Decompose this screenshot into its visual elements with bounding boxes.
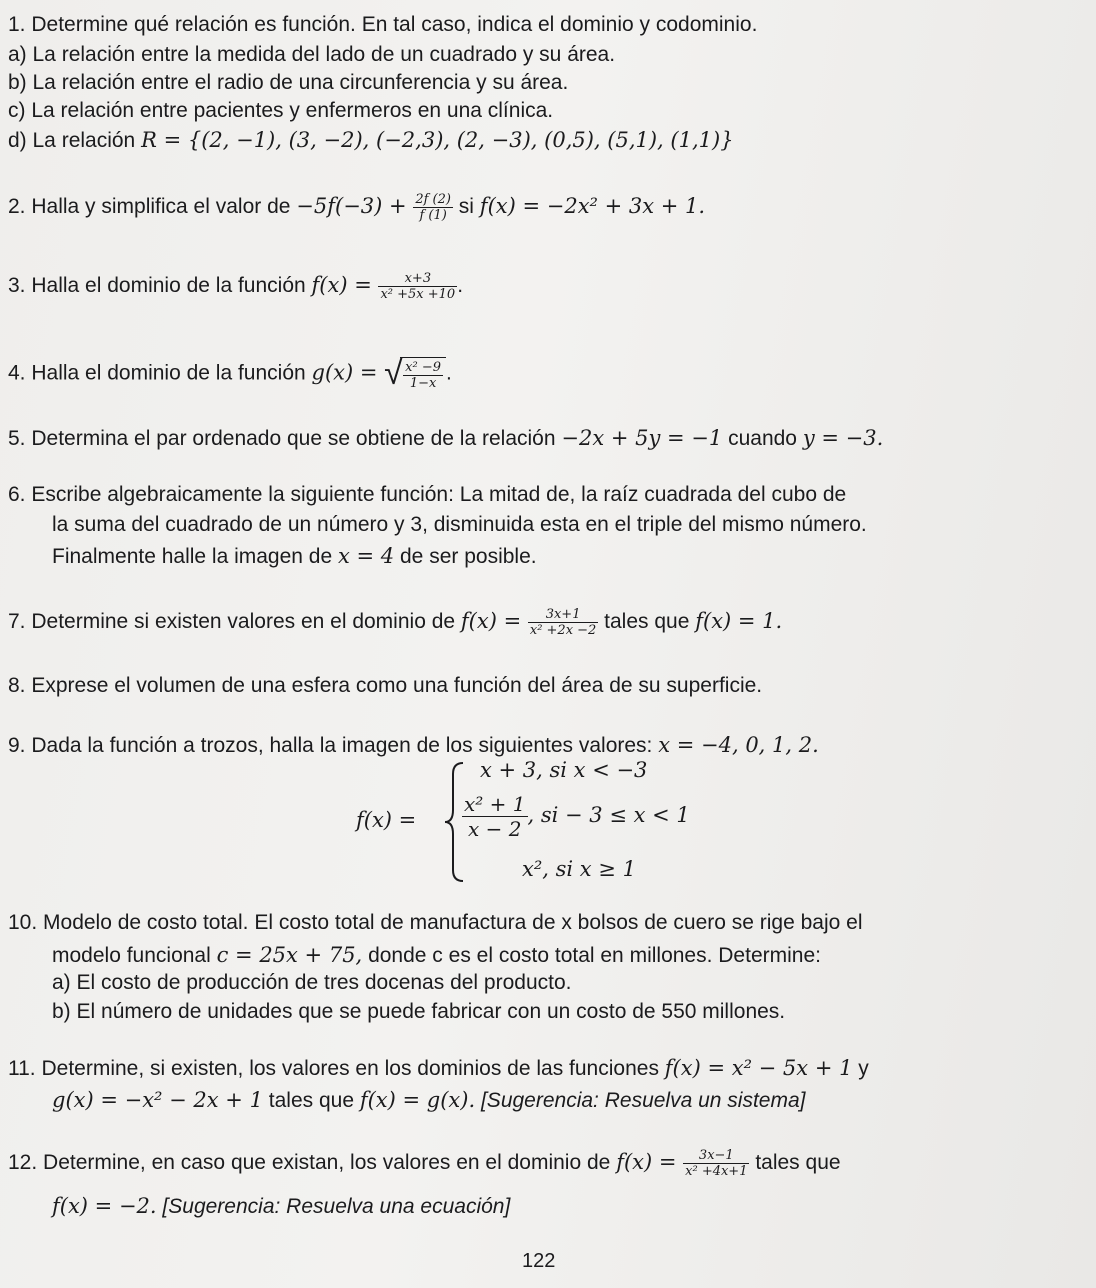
- q6-line2: la suma del cuadrado de un número y 3, disminuida esta en el triple del mismo número.: [52, 513, 867, 536]
- q10-item-b: b) El número de unidades que se puede fabricar con un costo de 550 millones.: [52, 1000, 786, 1023]
- q9-piece-2: $\frac{\text{x² + 1}}{x - 2}$ , si − 3 ≤ x < 1: [464, 792, 690, 841]
- q4-sqrt: √ $\frac{\text{x² −9}}{1-x}$: [384, 357, 446, 391]
- page-number: 122: [522, 1250, 556, 1272]
- q9-function-label: f(x) =: [356, 808, 417, 832]
- q9-piece-3: x², si x ≥ 1: [522, 857, 636, 881]
- q12-line2: f(x) = −2. [Sugerencia: Resuelva una ecuación]: [52, 1194, 511, 1218]
- q1-relation-set: R = {(2, −1), (3, −2), (−2,3), (2, −3), (0,5), (5,1), (1,1)}: [141, 128, 734, 152]
- q11-line1: 11. Determine, si existen, los valores en los dominios de las funciones f(x) = x² − 5x + 1 y: [8, 1056, 869, 1080]
- q10-item-a: a) El costo de producción de tres docenas del producto.: [52, 971, 572, 994]
- q1-item-d: d) La relación R = {(2, −1), (3, −2), (−2,3), (2, −3), (0,5), (5,1), (1,1)}: [8, 128, 734, 152]
- q9-line: 9. Dada la función a trozos, halla la imagen de los siguientes valores: x = −4, 0, 1, 2.: [8, 733, 819, 757]
- q11-line2: g(x) = −x² − 2x + 1 tales que f(x) = g(x). [Sugerencia: Resuelva un sistema]: [52, 1088, 806, 1112]
- q9-piece-1: x + 3, si x < −3: [480, 758, 648, 782]
- q12-fraction: $\frac{3x-1}{\text{x² +4x+1}}$: [685, 1148, 748, 1179]
- q5-line: 5. Determina el par ordenado que se obtiene de la relación −2x + 5y = −1 cuando y = −3.: [8, 426, 884, 450]
- q1-item-a: a) La relación entre la medida del lado de un cuadrado y su área.: [8, 43, 616, 66]
- q2-line: 2. Halla y simplifica el valor de −5f(−3) + $\frac{2f (2)}{f (1)}$ si f(x) = −2x² + 3x + 1.: [8, 192, 706, 223]
- q6-line3: Finalmente halle la imagen de x = 4 de ser posible.: [52, 544, 537, 568]
- q2-fraction: $\frac{2f (2)}{f (1)}$: [415, 192, 451, 223]
- q1-title: 1. Determine qué relación es función. En tal caso, indica el dominio y codominio.: [8, 13, 758, 36]
- q7-fraction: $\frac{3x+1}{\text{x² +2x −2}}$: [529, 607, 597, 638]
- q6-line1: 6. Escribe algebraicamente la siguiente función: La mitad de, la raíz cuadrada del cubo de: [8, 483, 847, 506]
- q7-line: 7. Determine si existen valores en el dominio de f(x) = $\frac{3x+1}{\text{x² +2x −2}}$ tales que f(x) = 1.: [8, 607, 783, 638]
- q12-line1: 12. Determine, en caso que existan, los valores en el dominio de f(x) = $\frac{3x-1}{\text{x² +4x+1}}$ tales que: [8, 1148, 841, 1179]
- q3-fraction: $\frac{x+3}{\text{x² +5x +10}}$: [380, 271, 456, 302]
- q8-line: 8. Exprese el volumen de una esfera como una función del área de su superficie.: [8, 674, 763, 697]
- q10-line2: modelo funcional c = 25x + 75, donde c es el costo total en millones. Determine:: [52, 943, 821, 967]
- q1-item-b: b) La relación entre el radio de una circunferencia y su área.: [8, 71, 569, 94]
- q3-line: 3. Halla el dominio de la función f(x) = $\frac{x+3}{\text{x² +5x +10}}$ .: [8, 271, 464, 302]
- q10-line1: 10. Modelo de costo total. El costo total de manufactura de x bolsos de cuero se rige bajo el: [8, 911, 863, 934]
- q4-line: 4. Halla el dominio de la función g(x) = √ $\frac{\text{x² −9}}{1-x}$ .: [8, 354, 452, 392]
- q1-item-c: c) La relación entre pacientes y enfermeros en una clínica.: [8, 99, 554, 122]
